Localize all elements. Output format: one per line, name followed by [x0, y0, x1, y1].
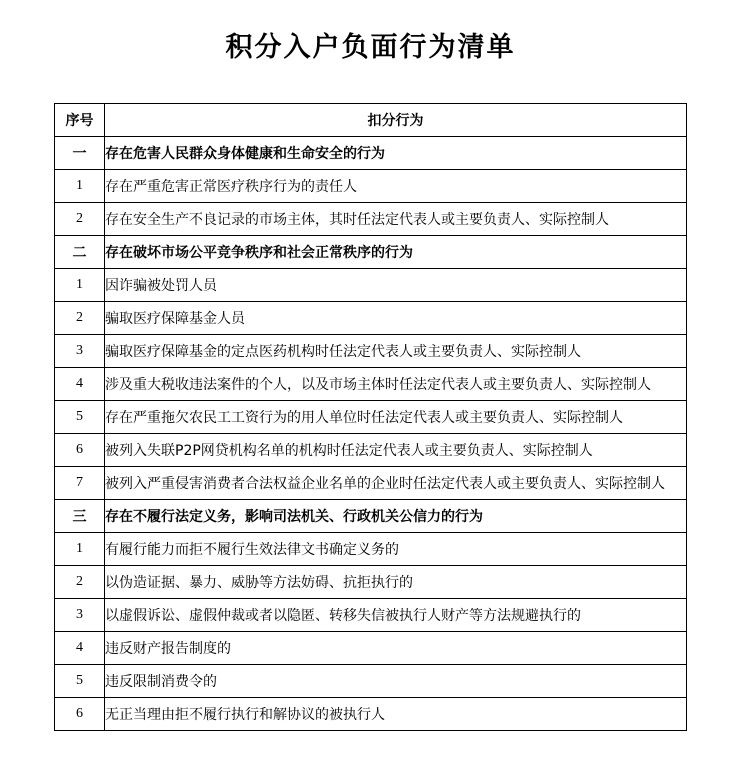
table-row: [55, 368, 687, 401]
row-number: 1: [55, 533, 105, 566]
table-row: [55, 269, 687, 302]
row-behavior: 无正当理由拒不履行执行和解协议的被执行人: [105, 698, 687, 731]
header-behavior: 扣分行为: [105, 104, 687, 137]
table-row: [55, 533, 687, 566]
row-number: 6: [55, 434, 105, 467]
row-behavior: 以虚假诉讼、虚假仲裁或者以隐匿、转移失信被执行人财产等方法规避执行的: [105, 599, 687, 632]
table-row: [55, 302, 687, 335]
row-number: 3: [55, 599, 105, 632]
row-behavior: 存在安全生产不良记录的市场主体，其时任法定代表人或主要负责人、实际控制人: [105, 203, 687, 236]
table-row: [55, 434, 687, 467]
row-behavior: 骗取医疗保障基金的定点医药机构时任法定代表人或主要负责人、实际控制人: [105, 335, 687, 368]
row-number: 6: [55, 698, 105, 731]
table-row: [55, 335, 687, 368]
row-behavior: 存在严重危害正常医疗秩序行为的责任人: [105, 170, 687, 203]
row-behavior: 被列入失联P2P网贷机构名单的机构时任法定代表人或主要负责人、实际控制人: [105, 434, 687, 467]
table-row: [55, 170, 687, 203]
row-behavior: 骗取医疗保障基金人员: [105, 302, 687, 335]
row-number: 2: [55, 203, 105, 236]
row-behavior: 因诈骗被处罚人员: [105, 269, 687, 302]
row-behavior: 以伪造证据、暴力、威胁等方法妨碍、抗拒执行的: [105, 566, 687, 599]
section-heading: 存在危害人民群众身体健康和生命安全的行为: [105, 137, 687, 170]
row-behavior: 有履行能力而拒不履行生效法律文书确定义务的: [105, 533, 687, 566]
table-row: [55, 632, 687, 665]
section-row: [55, 236, 687, 269]
row-behavior: 被列入严重侵害消费者合法权益企业名单的企业时任法定代表人或主要负责人、实际控制人: [105, 467, 687, 500]
section-heading: 存在破坏市场公平竞争秩序和社会正常秩序的行为: [105, 236, 687, 269]
row-number: 5: [55, 665, 105, 698]
row-behavior: 存在严重拖欠农民工工资行为的用人单位时任法定代表人或主要负责人、实际控制人: [105, 401, 687, 434]
table-row: [55, 467, 687, 500]
row-behavior: 涉及重大税收违法案件的个人，以及市场主体时任法定代表人或主要负责人、实际控制人: [105, 368, 687, 401]
behavior-table: [54, 103, 687, 731]
section-row: [55, 500, 687, 533]
row-number: 1: [55, 170, 105, 203]
table-row: [55, 599, 687, 632]
table-row: [55, 401, 687, 434]
table-row: [55, 698, 687, 731]
page-title: 积分入户负面行为清单: [225, 32, 516, 63]
row-number: 2: [55, 566, 105, 599]
table-row: [55, 566, 687, 599]
table-row: [55, 203, 687, 236]
row-behavior: 违反限制消费令的: [105, 665, 687, 698]
section-number: 二: [55, 236, 105, 269]
row-number: 5: [55, 401, 105, 434]
table-row: [55, 665, 687, 698]
row-behavior: 违反财产报告制度的: [105, 632, 687, 665]
header-seq: 序号: [55, 104, 105, 137]
section-heading: 存在不履行法定义务，影响司法机关、行政机关公信力的行为: [105, 500, 687, 533]
section-number: 一: [55, 137, 105, 170]
row-number: 2: [55, 302, 105, 335]
section-row: [55, 137, 687, 170]
section-number: 三: [55, 500, 105, 533]
row-number: 7: [55, 467, 105, 500]
row-number: 3: [55, 335, 105, 368]
row-number: 1: [55, 269, 105, 302]
row-number: 4: [55, 632, 105, 665]
row-number: 4: [55, 368, 105, 401]
header-row: [55, 104, 687, 137]
